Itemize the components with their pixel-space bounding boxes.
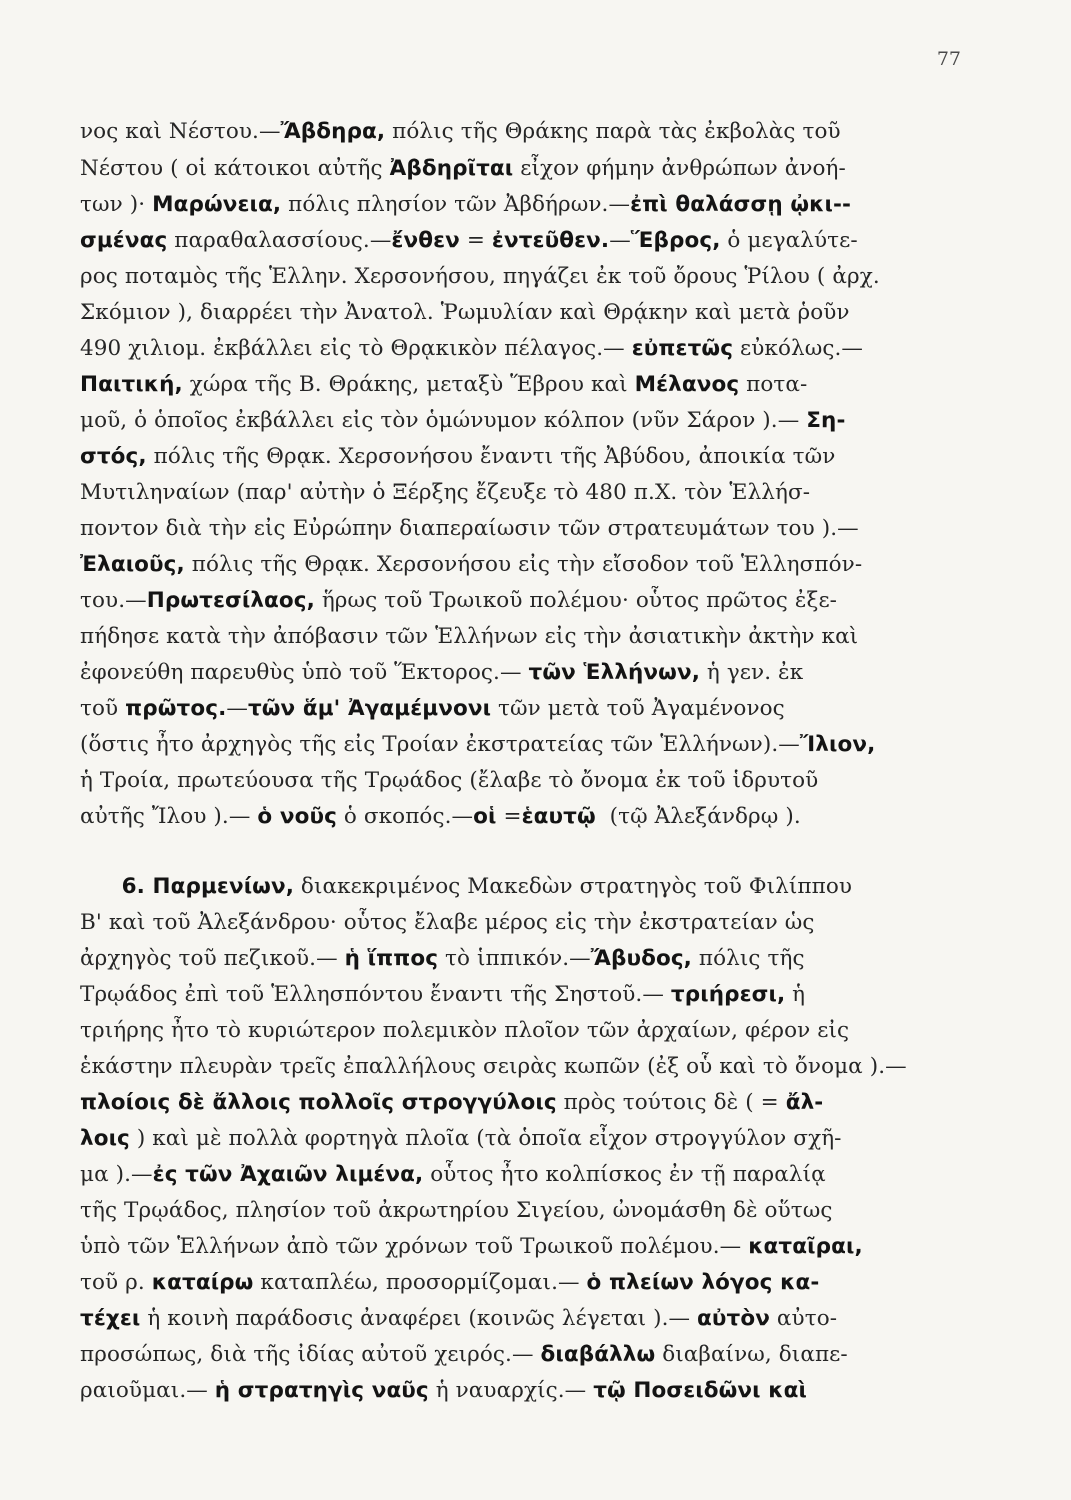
text-segment: τριήρης ἦτο τὸ κυριώτερον πολεμικὸν πλοῖον τῶν ἀρχαίων, φέρον εἰς: [80, 1018, 850, 1043]
text-segment: νος καὶ Νέστου.—: [80, 119, 281, 144]
bold-term: Ση-: [806, 408, 846, 433]
bold-term: ὁ νοῦς: [257, 804, 337, 829]
text-segment: τοῦ: [80, 696, 126, 721]
text-line: [80, 478, 938, 508]
text-line: [80, 370, 938, 400]
text-segment: ἡ κοινὴ παράδοσις ἀναφέρει (κοινῶς λέγεται ).—: [140, 1306, 698, 1331]
text-segment: ρος ποταμὸς τῆς Ἑλλην. Χερσονήσου, πηγάζει ἐκ τοῦ ὄρους Ῥίλου ( ἀρχ.: [80, 264, 880, 289]
bold-term: Πρωτεσίλαος,: [146, 588, 315, 613]
text-segment: προσώπως, διὰ τῆς ἰδίας αὐτοῦ χειρός.—: [80, 1342, 541, 1367]
bold-term: διαβάλλω: [540, 1342, 656, 1367]
text-segment: ὑπὸ τῶν Ἑλλήνων ἀπὸ τῶν χρόνων τοῦ Τρωικοῦ πολέμου.—: [80, 1234, 749, 1259]
text-segment: πόλις πλησίον τῶν Ἀβδήρων.—: [281, 192, 631, 217]
text-segment: καταπλέω, προσορμίζομαι.—: [253, 1270, 587, 1295]
text-line: [80, 586, 938, 616]
text-segment: ραιοῦμαι.—: [80, 1378, 215, 1403]
text-line: [80, 1016, 938, 1046]
text-segment: διακεκριμένος Μακεδὼν στρατηγὸς τοῦ Φιλίππου: [294, 874, 853, 899]
text-segment: [80, 874, 122, 899]
text-line: [80, 1124, 938, 1154]
text-line: [80, 1268, 938, 1298]
text-line: [80, 190, 938, 220]
bold-term: Μέλανος: [634, 372, 740, 397]
text-segment: εὐκόλως.—: [733, 336, 864, 361]
text-segment: =: [459, 228, 492, 253]
bold-term: τέχει: [80, 1306, 141, 1331]
text-segment: ἥρως τοῦ Τρωικοῦ πολέμου· οὗτος πρῶτος ἐξε-: [314, 588, 838, 613]
text-segment: οὗτος ἦτο κολπίσκος ἐν τῇ παραλίᾳ: [423, 1162, 826, 1187]
bold-term: ἡ ἵππος: [344, 946, 439, 971]
text-segment: πόλις τῆς Θρᾳκ. Χερσονήσου ἔναντι τῆς Ἀβύδου, ἀποικία τῶν: [146, 444, 836, 469]
text-segment: αὐτῆς Ἴλου ).—: [80, 804, 258, 829]
text-segment: =: [496, 804, 522, 829]
bold-term: καταῖραι,: [748, 1234, 863, 1259]
bold-term: ὁ πλείων λόγος κα-: [586, 1270, 820, 1295]
text-segment: πόλις τῆς Θράκης παρὰ τὰς ἐκβολὰς τοῦ: [385, 119, 841, 144]
text-segment: —: [609, 228, 631, 253]
text-segment: Τρῳάδος ἐπὶ τοῦ Ἑλλησπόντου ἔναντι τῆς Σηστοῦ.—: [80, 982, 671, 1007]
bold-term: πλοίοις δὲ ἄλλοις πολλοῖς στρογγύλοις: [80, 1090, 557, 1115]
text-segment: ἑκάστην πλευρὰν τρεῖς ἐπαλλήλους σειρὰς κωπῶν (ἐξ οὗ καὶ τὸ ὄνομα ).—: [80, 1054, 907, 1079]
bold-term: ἡ στρατηγὶς ναῦς: [214, 1378, 429, 1403]
text-line: [80, 514, 938, 544]
bold-term: ἑαυτῷ: [521, 804, 596, 829]
text-line: [80, 694, 938, 724]
text-segment: (ὅστις ἦτο ἀρχηγὸς τῆς εἰς Τροίαν ἐκστρατείας τῶν Ἑλλήνων).—: [80, 732, 800, 757]
text-segment: —: [226, 696, 248, 721]
text-segment: ἡ ναυαρχίς.—: [428, 1378, 594, 1403]
page-number: 77: [936, 48, 961, 70]
text-segment: του.—: [80, 588, 147, 613]
text-segment: αὐτο-: [769, 1306, 838, 1331]
text-segment: ἀρχηγὸς τοῦ πεζικοῦ.—: [80, 946, 345, 971]
bold-term: καταίρω: [151, 1270, 254, 1295]
bold-term: Ἄβδηρα,: [280, 119, 386, 144]
bold-term: ἐντεῦθεν.: [491, 228, 610, 253]
text-line: [80, 1088, 938, 1118]
text-line: [80, 1232, 938, 1262]
text-segment: Β' καὶ τοῦ Ἀλεξάνδρου· οὗτος ἔλαβε μέρος εἰς τὴν ἐκστρατείαν ὡς: [80, 910, 815, 935]
bold-term: ἐπὶ θαλάσσῃ ᾠκι--: [630, 192, 852, 217]
text-line: [80, 262, 938, 292]
text-line: [80, 226, 938, 256]
text-segment: ποντον διὰ τὴν εἰς Εὐρώπην διαπεραίωσιν τῶν στρατευμάτων του ).—: [80, 516, 859, 541]
text-line: [80, 550, 938, 580]
bold-term: Ἀβδηρῖται: [389, 156, 514, 181]
bold-term: σμένας: [80, 228, 168, 253]
text-segment: χώρα τῆς Β. Θράκης, μεταξὺ Ἕβρου καὶ: [182, 372, 635, 397]
bold-term: λοις: [80, 1126, 130, 1151]
text-segment: ἡ γεν. ἐκ: [699, 660, 804, 685]
bold-term: 6. Παρμενίων,: [121, 874, 294, 899]
bold-term: τῷ Ποσειδῶνι καὶ: [593, 1378, 807, 1403]
text-line: [80, 944, 938, 974]
text-segment: ἡ Τροία, πρωτεύουσα τῆς Τρῳάδος (ἔλαβε τὸ ὄνομα ἐκ τοῦ ἱδρυτοῦ: [80, 768, 819, 793]
text-segment: των )·: [80, 192, 153, 217]
text-segment: μοῦ, ὁ ὁποῖος ἐκβάλλει εἰς τὸν ὁμώνυμον κόλπον (νῦν Σάρον ).—: [80, 408, 807, 433]
text-segment: τὸ ἱππικόν.—: [438, 946, 591, 971]
text-line: [80, 1052, 938, 1082]
text-line: [80, 980, 938, 1010]
text-segment: ) καὶ μὲ πολλὰ φορτηγὰ πλοῖα (τὰ ὁποῖα εἶχον στρογγύλον σχῆ-: [129, 1126, 842, 1151]
bold-term: τῶν ἅμ' Ἀγαμέμνονι: [247, 696, 492, 721]
text-line: [80, 117, 938, 147]
text-segment: τοῦ ρ.: [80, 1270, 152, 1295]
text-line: [80, 154, 938, 184]
text-segment: (τῷ Ἀλεξάνδρῳ ).: [595, 804, 801, 829]
text-segment: ὁ σκοπός.—: [336, 804, 474, 829]
text-line: [80, 1160, 938, 1190]
bold-term: τριήρεσι,: [670, 982, 786, 1007]
text-segment: διαβαίνω, διαπε-: [655, 1342, 848, 1367]
bold-term: εὐπετῶς: [631, 336, 734, 361]
bold-term: Ἐλαιοῦς,: [80, 552, 185, 577]
text-line: [80, 442, 938, 472]
text-line: [80, 622, 938, 652]
text-segment: ποτα-: [739, 372, 808, 397]
text-segment: Νέστου ( οἱ κάτοικοι αὐτῆς: [80, 156, 390, 181]
text-segment: ἐφονεύθη παρευθὺς ὑπὸ τοῦ Ἕκτορος.—: [80, 660, 529, 685]
bold-term: ἄλ-: [785, 1090, 824, 1115]
text-segment: τῶν μετὰ τοῦ Ἀγαμένονος: [491, 696, 785, 721]
text-segment: Μυτιληναίων (παρ' αὐτὴν ὁ Ξέρξης ἔζευξε τὸ 480 π.Χ. τὸν Ἑλλήσ-: [80, 480, 811, 505]
text-segment: μα ).—: [80, 1162, 153, 1187]
text-segment: ἡ: [785, 982, 806, 1007]
text-line: [80, 1340, 938, 1370]
bold-term: Μαρώνεια,: [152, 192, 282, 217]
text-line: [80, 1196, 938, 1226]
text-segment: παραθαλασσίους.—: [167, 228, 392, 253]
text-line: [80, 406, 938, 436]
text-segment: Σκόμιον ), διαρρέει τὴν Ἀνατολ. Ῥωμυλίαν καὶ Θρᾴκην καὶ μετὰ ῥοῦν: [80, 300, 850, 325]
text-segment: πόλις τῆς: [691, 946, 805, 971]
text-line: [80, 334, 938, 364]
text-line: [80, 1376, 938, 1406]
text-segment: πόλις τῆς Θρᾳκ. Χερσονήσου εἰς τὴν εἴσοδον τοῦ Ἑλλησπόν-: [184, 552, 863, 577]
bold-term: οἱ: [473, 804, 497, 829]
bold-term: Ἕβρος,: [630, 228, 721, 253]
text-segment: πρὸς τούτοις δὲ ( =: [556, 1090, 786, 1115]
text-segment: πήδησε κατὰ τὴν ἀπόβασιν τῶν Ἑλλήνων εἰς τὴν ἀσιατικὴν ἀκτὴν καὶ: [80, 624, 859, 649]
text-segment: 490 χιλιομ. ἐκβάλλει εἰς τὸ Θρᾳκικὸν πέλαγος.—: [80, 336, 632, 361]
text-segment: ὁ μεγαλύτε-: [720, 228, 858, 253]
bold-term: τῶν Ἑλλήνων,: [528, 660, 700, 685]
bold-term: ἐς τῶν Ἀχαιῶν λιμένα,: [152, 1162, 424, 1187]
text-line: [80, 730, 938, 760]
bold-term: Ἴλιον,: [799, 732, 876, 757]
text-line: [80, 298, 938, 328]
bold-term: στός,: [80, 444, 147, 469]
bold-term: αὐτὸν: [697, 1306, 770, 1331]
bold-term: πρῶτος.: [125, 696, 227, 721]
text-line: [80, 766, 938, 796]
text-segment: εἶχον φήμην ἀνθρώπων ἀνοή-: [513, 156, 846, 181]
text-line: [80, 908, 938, 938]
text-segment: τῆς Τρῳάδος, πλησίον τοῦ ἀκρωτηρίου Σιγείου, ὠνομάσθη δὲ οὕτως: [80, 1198, 833, 1223]
bold-term: ἔνθεν: [391, 228, 460, 253]
text-line: [80, 1304, 938, 1334]
bold-term: Ἄβυδος,: [590, 946, 692, 971]
text-line: [80, 802, 938, 832]
text-line: [80, 658, 938, 688]
text-line: [80, 872, 938, 902]
bold-term: Παιτική,: [80, 372, 183, 397]
